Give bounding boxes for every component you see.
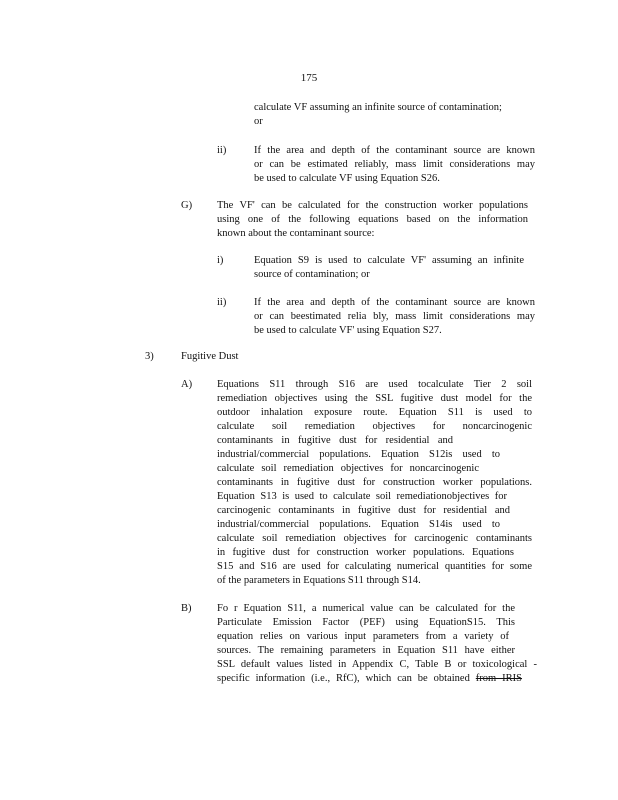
- text-line: equation relies on various input parameters from a variety of: [217, 631, 509, 642]
- subitem-label: ii): [217, 145, 227, 156]
- item-label: B): [181, 603, 192, 614]
- text-line: If the area and depth of the contaminant source are known: [254, 297, 535, 308]
- item-label: G): [181, 200, 193, 211]
- text-line: or can be estimated reliably, mass limit considerations may: [254, 159, 535, 170]
- text-line: The VF' can be calculated for the construction worker populations: [217, 200, 528, 211]
- continuation-text: [254, 101, 527, 129]
- text-line: calculate soil remediation objectives for noncarcinogenic: [217, 421, 532, 432]
- text-line: Equation S9 is used to calculate VF' assuming an infinite: [254, 255, 524, 266]
- text-line: contaminants in fugitive dust for construction worker populations.: [217, 477, 532, 488]
- text-line: If the area and depth of the contaminant source are known: [254, 145, 535, 156]
- text-line: sources. The remaining parameters in Equation S11 have either: [217, 645, 515, 656]
- subitem-text: [254, 254, 524, 282]
- text-line: [217, 672, 522, 686]
- text-line: SSL default values listed in Appendix C, Table B or toxicological -: [217, 659, 537, 670]
- struck-text: from IRIS: [475, 673, 523, 684]
- text-line: calculate soil remediation objectives for noncarcinogenic: [217, 463, 479, 474]
- text-line: S15 and S16 are used for calculating numerical quantities for some: [217, 561, 532, 572]
- text-line: using one of the following equations based on the information: [217, 214, 528, 225]
- item-label: A): [181, 379, 193, 390]
- subitem-label: ii): [217, 297, 227, 308]
- item-text: [217, 602, 537, 686]
- text-line: in fugitive dust for construction worker populations. Equations: [217, 547, 514, 558]
- text-segment: specific information (i.e., RfC), which can be obtained: [217, 673, 470, 684]
- subitem-label: i): [217, 255, 224, 266]
- text-line: carcinogenic contaminants in fugitive dust for residential and: [217, 505, 510, 516]
- text-line: Particulate Emission Factor (PEF) using EquationS15. This: [217, 617, 515, 628]
- text-line: or can beestimated relia bly, mass limit considerations may: [254, 311, 535, 322]
- text-line: industrial/commercial populations. Equation S14is used to: [217, 519, 500, 530]
- text-line: source of contamination; or: [254, 269, 370, 280]
- text-line: contaminants in fugitive dust for residential and: [217, 435, 453, 446]
- section-label: 3): [145, 351, 154, 362]
- text-line: known about the contaminant source:: [217, 228, 375, 239]
- text-line: calculate soil remediation objectives for carcinogenic contaminants: [217, 533, 532, 544]
- text-line: be used to calculate VF' using Equation S27.: [254, 325, 442, 336]
- item-text: [217, 199, 528, 241]
- text-line: Equation S13 is used to calculate soil remediationobjectives for: [217, 491, 507, 502]
- text-line: Fo r Equation S11, a numerical value can be calculated for the: [217, 603, 515, 614]
- text-line: Equations S11 through S16 are used tocalculate Tier 2 soil: [217, 379, 532, 390]
- text-line: calculate VF assuming an infinite source of contamination;: [254, 102, 502, 113]
- subitem-text: [254, 144, 535, 186]
- text-line: outdoor inhalation exposure route. Equation S11 is used to: [217, 407, 532, 418]
- section-heading: Fugitive Dust: [181, 351, 239, 362]
- item-text: [217, 378, 532, 588]
- text-line: or: [254, 116, 263, 127]
- text-line: industrial/commercial populations. Equation S12is used to: [217, 449, 500, 460]
- text-line: remediation objectives using the SSL fugitive dust model for the: [217, 393, 532, 404]
- text-line: be used to calculate VF using Equation S26.: [254, 173, 440, 184]
- subitem-text: [254, 296, 535, 338]
- page-number: 175: [300, 72, 318, 84]
- text-line: of the parameters in Equations S11 through S14.: [217, 575, 421, 586]
